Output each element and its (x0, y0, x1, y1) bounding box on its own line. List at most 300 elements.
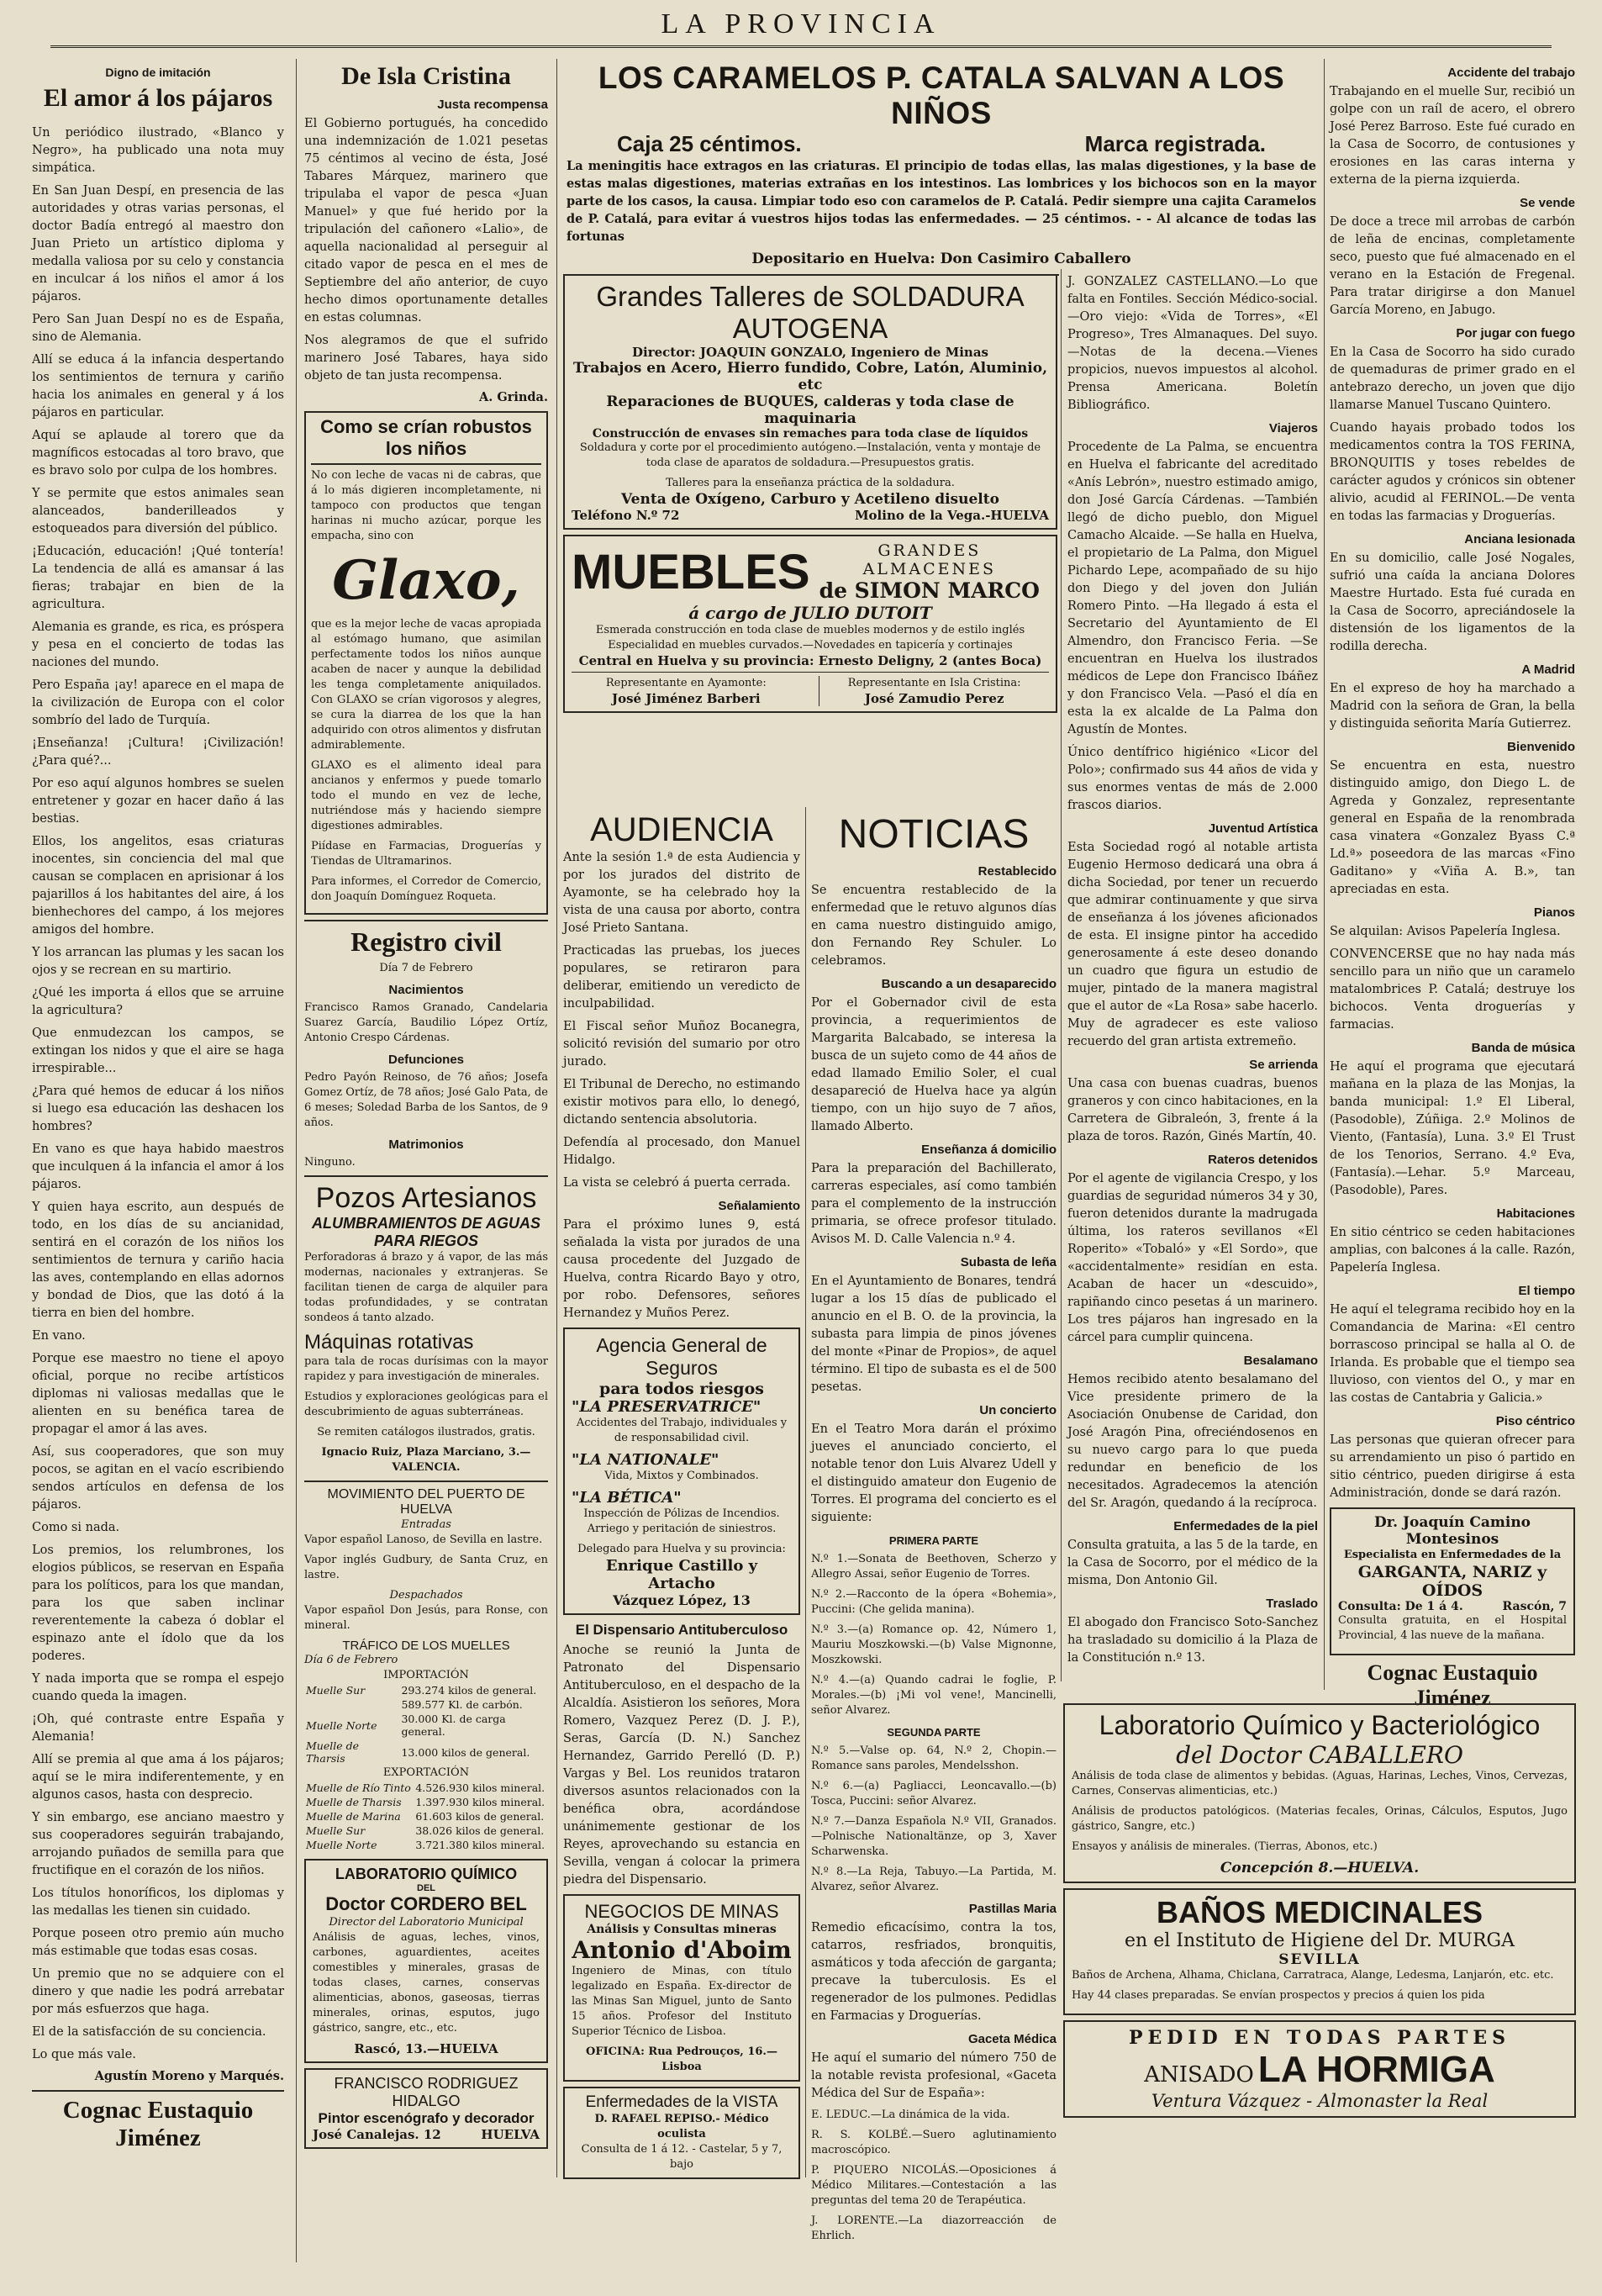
isla-subhead: Justa recompensa (437, 98, 548, 112)
table-row (304, 1739, 548, 1766)
program-item: N.º 5.—Valse op. 64, N.º 2, Chopin.—Romance sans paroles, Mendelsshon. (811, 1744, 1057, 1772)
article-paragraph: Que enmudezcan los campos, se extingan los nidos y que el aire se haga irrespirable... (32, 1027, 284, 1075)
article-paragraph: En vano es que haya habido maestros que inculquen á la infancia el amor á los pájaros. (32, 1143, 284, 1191)
soldadura-contact (572, 508, 1049, 523)
article-paragraph: Ellos, los angelitos, esas criaturas inocentes, sin conciencia del mal que causan se complacen en aprisionar á los pajarillos á los habitantes del aire, á los bienhechores del campo, á los mejores amigos del hombre. (32, 835, 284, 937)
news-head: Bienvenido (1507, 740, 1575, 754)
program-item: N.º 7.—Danza Española N.º VII, Granados.—Polnische Nationaltänze, op 3, Xaver Scharwenska. (811, 1815, 1057, 1858)
news-head: Piso céntrico (1495, 1414, 1575, 1428)
isla-title: De Isla Cristina (341, 62, 511, 90)
hormiga-ad (1063, 2020, 1576, 2118)
table-cell: 4.526.930 kilos mineral. (415, 1781, 545, 1794)
table-row (304, 1781, 548, 1795)
pozos-subtitle: ALUMBRAMIENTOS DE AGUAS PARA RIEGOS (311, 1215, 540, 1249)
dispensario-text: Anoche se reunió la Junta de Patronato del Dispensario Antituberculoso, en el despacho de la Alcaldía. Asistieron los señores, Mora Romero, Vazquez Perez (D. J. P.), Seras, García (D. N.) Sanchez Hernandez, Garrido Perelló (D. P.) Vargas y Bel. Los reunidos trataron diversos asuntos relacionados con la benéfica obra, acordándose unánimemente gestionar de los Reyes, aprovechando su estancia en Sevilla, vengan á colocar la primera piedra del Dispensario. (563, 1644, 800, 1887)
divider (304, 1481, 548, 1482)
muebles-rep-label: Representante en Ayamonte: (605, 677, 767, 689)
caramelos-row (566, 131, 1316, 157)
registro-text: Francisco Ramos Granado, Candelaria Suarez García, Baudilio López Ortíz, Antonio Crespo Cárdenas. (304, 1001, 548, 1044)
caramelos-ad (563, 59, 1320, 269)
soldadura-director: Director: JOAQUIN GONZALO, Ingeniero de Minas (632, 345, 988, 360)
cognac-ad: Cognac Eustaquio Jiménez (1367, 1660, 1538, 1710)
table-cell: Muelle Norte (306, 1718, 377, 1732)
muebles-text: Especialidad en muebles curvados.—Novedades en tapicería y cortinajes (608, 639, 1013, 652)
cordero-lab-ad (304, 1859, 548, 2063)
news-text: El abogado don Francisco Soto-Sanchez ha trasladado su domicilio á la Plaza de la Constitución n.º 13. (1067, 1616, 1318, 1665)
caballero-lab-ad (1063, 1703, 1576, 1883)
news-head: Buscando a un desaparecido (881, 977, 1057, 991)
noticias-title: NOTICIAS (838, 812, 1030, 857)
program-part: PRIMERA PARTE (888, 1534, 979, 1547)
registro-subhead: Nacimientos (388, 983, 464, 997)
soldadura-line: Construcción de envases sin remaches para toda clase de líquidos (592, 427, 1029, 441)
caballero-line: Ensayos y análisis de minerales. (Tierras, Abonos, etc.) (1072, 1840, 1378, 1853)
banos-text: Hay 44 clases preparadas. Se envían prospectos y precios á quien los pida (1072, 1989, 1485, 2002)
divider (304, 920, 548, 921)
trafico-table-import (304, 1683, 548, 1766)
news-text: De doce a trece mil arrobas de carbón de leña de encinas, completamente seco, puesto que fué almacenado en el verano en la Estación de Fregenal. Para tratar dirigirse a don Manuel García Moreno, en Jabugo. (1330, 215, 1575, 317)
soldadura-line: Trabajos en Acero, Hierro fundido, Cobre, Latón, Aluminio, etc (572, 360, 1048, 393)
program-item: N.º 8.—La Reja, Tabuyo.—La Partida, M. Alvarez, señor Alvarez. (811, 1866, 1057, 1893)
pozos-text: Perforadoras á brazo y á vapor, de las más modernas, nacionales y extranjeras. Se facilitan tienen de carga de alquiler para todas profundidades, y se contratan sondeos á tanto alzado. (304, 1251, 548, 1324)
audiencia-paragraph: Ante la sesión 1.ª de esta Audiencia y por los jurados del distrito de Ayamonte, se ha celebrado hoy la vista de una causa por aborto, contra José Prieto Santana. (563, 851, 800, 935)
gaceta-item: E. LEDUC.—La dinámica de la vida. (811, 2109, 1010, 2121)
muebles-sub-line: de SIMON MARCO (819, 578, 1040, 603)
puerto-line: Vapor español Don Jesús, para Ronse, con mineral. (304, 1604, 548, 1632)
news-text: Cuando hayais probado todos los medicamentos contra la TOS FERINA, BRONQUITIS y toses rebeldes de carácter agudos y crónicos sin obtener alivio, acudid al FERINOL.—De venta en todas las farmacias y Droguerías. (1330, 421, 1575, 523)
hormiga-head: PEDID EN TODAS PARTES (1128, 2027, 1511, 2049)
column-5 (1067, 273, 1318, 1686)
news-text: CONVENCERSE que no hay nada más sencillo para un niño que un caramelo matalombrices P. Catalá; destruye los bichocos. Venta droguerías y farmacias. (1330, 947, 1575, 1032)
masthead-rule (50, 45, 1552, 48)
lab-title: DEL (417, 1883, 435, 1893)
caramelos-depositary: Depositario en Huelva: Don Casimiro Caballero (751, 251, 1131, 267)
news-head: Gaceta Médica (967, 2032, 1057, 2046)
news-text: Hemos recibido atento besalamano del Vice presidente primero de la Asociación Onubense de Caridad, don José Aragón Pina, ofreciéndosenos en su nuevo cargo para lo que pueda redundar en beneficio de los necesitados. Agradecemos la atención del Sr. Aragón, quedando á la recíproca. (1067, 1373, 1318, 1510)
news-text: En el expreso de hoy ha marchado a Madrid con la señora de Gran, la bella y distinguida señorita María Gutierrez. (1330, 682, 1575, 731)
table-cell: 3.721.380 kilos mineral. (415, 1839, 545, 1851)
article-paragraph: ¿Para qué hemos de educar á los niños si luego esa educación las deshacen los hombres? (32, 1085, 284, 1133)
article-kicker: Digno de imitación (105, 66, 211, 79)
registro-date: Día 7 de Febrero (379, 962, 473, 974)
vista-title: Enfermedades de la VISTA (585, 2093, 778, 2111)
lab-title: LABORATORIO QUÍMICO (335, 1866, 518, 1882)
news-text: He aquí el programa que ejecutará mañana en la plaza de las Monjas, la banda municipal: 1.º El Liberal, (Pasodoble), Zúñiga. 2.º Molinos de Viento, (Fantasía), Luna. 3.º El Trust de los Tenorios, Serrano. 4.º Eva, (Fantasía).—Lehar. 5.º Marceau, (Pasodoble), Pares. (1330, 1060, 1575, 1197)
puerto-title: MOVIMIENTO DEL PUERTO DE HUELVA (327, 1487, 525, 1517)
news-head: Besalamano (1243, 1354, 1318, 1368)
muebles-rep (572, 676, 801, 706)
table-row (304, 1795, 548, 1809)
news-head: Banda de música (1471, 1041, 1575, 1055)
article-paragraph: Porque ese maestro no tiene el apoyo oficial, porque no recibe artísticos diplomas ni valiosas medallas que le alienten en su benéfica tarea de propagar el amor á las aves. (32, 1352, 284, 1436)
minas-ad (563, 1894, 800, 2082)
registro-title: Registro civil (350, 926, 502, 957)
article-paragraph: Y quien haya escrito, aun después de todo, en los días de su ancianidad, sentirá en el corazón de los niños los sentimientos de ternura y cariño hacia las aves, contemplando en ellas adornos y bondad de Dios, que las dotó á la tierra en bien del hombre. (32, 1201, 284, 1320)
hidalgo-address: José Canalejas. 12 (313, 2127, 441, 2142)
article-paragraph: ¿Qué les importa á ellos que se arruine la agricultura? (32, 986, 284, 1017)
news-text: Para la preparación del Bachillerato, carreras especiales, así como también para el complemento de la instrucción primaria, se ofrece profesor titulado. Avisos M. D. Calle Valencia n.º 4. (811, 1162, 1057, 1246)
lab-address: Rascó, 13.—HUELVA (354, 2041, 498, 2056)
hidalgo-address-row (313, 2127, 540, 2142)
article-paragraph: Un premio que no se adquiere con el dinero y que nadie les podrá arrebatar por más esfuerzos que haga. (32, 1967, 284, 2016)
muebles-text: Esmerada construcción en toda clase de muebles modernos y de estilo inglés (595, 624, 1025, 636)
table-row (304, 1683, 548, 1697)
news-text: Se alquilan: Avisos Papelería Inglesa. (1330, 925, 1561, 938)
table-cell: Muelle de Río Tinto (306, 1781, 411, 1794)
column-6 (1330, 59, 1575, 1710)
puerto-line: Vapor español Lanoso, de Sevilla en lastre. (304, 1533, 543, 1546)
article-paragraph: Y los arrancan las plumas y les sacan los ojos y se recrean en su martirio. (32, 946, 284, 977)
news-text: Consulta gratuita, a las 5 de la tarde, en la Casa de Socorro, por el médico de la misma, Don Antonio Gil. (1067, 1539, 1318, 1587)
glaxo-text: No con leche de vacas ni de cabras, que á lo más digieren incompletamente, ni tampoco con productos que tengan harinas ni mucho azúcar, porque les empacha, sino con (311, 469, 541, 542)
caballero-address: Concepción 8.—HUELVA. (1220, 1860, 1420, 1876)
news-text: En sitio céntrico se ceden habitaciones amplias, con balcones á la calle. Razón, Papelería Inglesa. (1330, 1226, 1575, 1275)
estudios-text: Estudios y exploraciones geológicas para el descubrimiento de aguas subterráneas. (304, 1391, 548, 1418)
glaxo-logo: Glaxo, (332, 549, 520, 612)
table-cell: 1.397.930 kilos mineral. (415, 1796, 545, 1808)
program-part: SEGUNDA PARTE (887, 1726, 981, 1739)
column-1 (32, 59, 284, 2262)
doctor-ad (1330, 1507, 1575, 1655)
seguros-delegate: Enrique Castillo y Artacho (605, 1557, 758, 1592)
column-3 (563, 811, 800, 2173)
glaxo-ad (304, 411, 548, 915)
audiencia-paragraph: La vista se celebró á puerta cerrada. (563, 1176, 791, 1190)
article-paragraph: En San Juan Despí, en presencia de las autoridades y otras varias personas, el doctor Badía entregó al maestro don Juan Prieto un artístico diploma y medalla valiosa por su celo y constancia en inculcar á los niños el amor á los pájaros. (32, 184, 284, 303)
glaxo-text: Para informes, el Corredor de Comercio, don Joaquín Domínguez Roqueta. (311, 875, 541, 903)
seguros-company: "LA PRESERVATRICE" (572, 1398, 761, 1416)
column-5-body (1067, 273, 1318, 1667)
muebles-sub (810, 541, 1049, 603)
banos-text: Baños de Archena, Alhama, Chiclana, Carratraca, Alange, Ledesma, Lanjarón, etc. etc. (1072, 1969, 1554, 1982)
bottom-ads (1063, 1698, 1576, 2270)
article-paragraph: Y se permite que estos animales sean alanceados, banderilleados y estoqueados para diversión del público. (32, 487, 284, 536)
caballero-title: Laboratorio Químico y Bacteriológico (1099, 1710, 1541, 1740)
table-row (304, 1809, 548, 1824)
news-head: Habitaciones (1496, 1206, 1575, 1221)
divider (32, 2090, 284, 2092)
soldadura-address: Molino de la Vega.-HUELVA (854, 508, 1049, 523)
article-paragraph: Allí se educa á la infancia despertando los sentimientos de ternura y cariño hacia los animales en general y á los pájaros en particular. (32, 353, 284, 420)
article-paragraph: Alemania es grande, es rica, es próspera y pesa en el concierto de todas las naciones del mundo. (32, 620, 284, 669)
seguros-delegate-label: Delegado para Huelva y su provincia: (577, 1543, 786, 1555)
trafico-table-export (304, 1781, 548, 1852)
table-row (304, 1838, 548, 1852)
dispensario-head: El Dispensario Antituberculoso (575, 1622, 788, 1638)
muebles-ad (563, 535, 1057, 713)
article-paragraph: Los premios, los relumbrones, los elogios públicos, se reservan en España para los políticos, para los que mandan, para los que saben inclinar reverentemente la cabeza ó doblar el espinazo ante el ídolo que da los poderes. (32, 1544, 284, 1663)
muebles-reps (572, 672, 1049, 706)
column-rule (805, 807, 806, 2177)
table-cell: Muelle de Tharsis (306, 1739, 360, 1765)
article-paragraph: Así, sus cooperadores, que son muy pocos, se agitan en el vacío escribiendo sendos artículos en defensa de los pájaros. (32, 1445, 284, 1512)
hormiga-maker: Ventura Vázquez - Almonaster la Real (1151, 2091, 1489, 2111)
gaceta-item: P. PIQUERO NICOLÁS.—Oposiciones á Médico Militares.—Contestación a las preguntas del tema 20 de Terapéutica. (811, 2164, 1057, 2207)
puerto-subhead: Despachados (389, 1589, 463, 1602)
table-cell: 30.000 Kl. de carga general. (401, 1713, 506, 1738)
noticias-body (811, 864, 1057, 2244)
trafico-date: Día 6 de Febrero (304, 1654, 398, 1666)
news-text: En su domicilio, calle José Nogales, sufrió una caída la anciana Dolores Maestre Hurtado. Esta fué curada en la Casa de Socorro, apreciándosele la distensión de los ligamentos de la rodilla derecha. (1330, 552, 1575, 653)
isla-paragraph: Nos alegramos de que el sufrido marinero José Tabares, haya sido objeto de tan justa recompensa. (304, 334, 548, 383)
news-text: Se encuentra restablecido de la enfermedad que le retuvo algunos días en cama nuestro distinguido amigo, don Fernando Rey Schuler. Lo celebramos. (811, 884, 1057, 968)
audiencia-paragraph: Defendía al procesado, don Manuel Hidalgo. (563, 1136, 800, 1167)
news-text: Por el agente de vigilancia Crespo, y los guardias de seguridad números 34 y 30, fueron detenidos durante la madrugada última, los rateros sevillanos «El Roperito» «Tobaló» y «El Sordo», que «accidentalmente» residían en esta. Acaban de hacer un «descuido», rapiñando cinco pesetas á un marinero. Los tres pájaros han ingresado en la cárcel para cumplir quincena. (1067, 1172, 1318, 1344)
program-item: N.º 4.—(a) Quando cadrai le foglie, P. Morales.—(b) ¡Mi vol vene!, Mancinelli, señor Alvarez. (811, 1674, 1057, 1717)
article-paragraph: Los títulos honoríficos, los diplomas y las medallas les tienen sin cuidado. (32, 1887, 284, 1918)
news-text: He aquí el sumario del número 750 de la notable revista profesional, «Gaceta Médica del Sur de España»: (811, 2051, 1057, 2100)
article-paragraph: Como si nada. (32, 1521, 120, 1534)
audiencia-title: AUDIENCIA (590, 811, 773, 848)
seguros-company-text: Inspección de Pólizas de Incendios. Arriego y peritación de siniestros. (583, 1507, 780, 1535)
audiencia-paragraph: El Fiscal señor Muñoz Bocanegra, solicitó revisión del sumario por otro jurado. (563, 1020, 800, 1069)
soldadura-line: Venta de Oxígeno, Carburo y Acetileno disuelto (621, 491, 999, 508)
table-row (304, 1824, 548, 1838)
news-head: Restablecido (978, 864, 1057, 879)
hidalgo-ad (304, 2068, 548, 2149)
minas-subtitle: Análisis y Consultas mineras (587, 1923, 777, 1936)
audiencia-paragraph: El Tribunal de Derecho, no estimando existir motivos para ello, lo denegó, dictando sentencia absolutoria. (563, 1078, 800, 1127)
article-signature: Agustín Moreno y Marqués. (94, 2069, 284, 2083)
news-head: Subasta de leña (960, 1255, 1057, 1269)
pozos-title: Pozos Artesianos (315, 1182, 537, 1214)
minas-title: NEGOCIOS DE MINAS (584, 1901, 779, 1922)
seguros-company: "LA NATIONALE" (572, 1451, 719, 1469)
program-item: N.º 6.—(a) Pagliacci, Leoncavallo.—(b) Tosca, Puccini: señor Alvarez. (811, 1780, 1057, 1808)
banos-title: BAÑOS MEDICINALES (1156, 1895, 1483, 1929)
minas-text: Ingeniero de Minas, con título legalizado en España. Ex-director de las Minas San Miguel, junto de Santo 15 años. Profesor del Instituto Superior Técnico de Lisboa. (572, 1965, 792, 2038)
caballero-line: Análisis de toda clase de alimentos y bebidas. (Aguas, Harinas, Leches, Vinos, Cervezas, Carnes, Conservas alimenticias, etc.) (1072, 1770, 1568, 1797)
lab-title: Doctor CORDERO BEL (325, 1893, 527, 1914)
news-head: Pianos (1533, 905, 1575, 920)
column-2 (304, 59, 548, 2203)
isla-paragraph: El Gobierno portugués, ha concedido una indemnización de 1.021 pesetas 75 céntimos al vecino de ésta, José Tabares Márquez, marinero que tripulaba el vapor de pesca «Juan Manuel» y que fué herido por la tripulación del cañonero «Lalio», de aquella nacionalidad al perseguir al citado vapor de pesca en el mes de Septiembre del año anterior, de cuyo hecho dimos oportunamente detalles en estas columnas. (304, 117, 548, 325)
glaxo-text: GLAXO es el alimento ideal para ancianos y enfermos y puede tomarlo todo el mundo en vez de leche, nutriéndose más y haciendo siempre digestiones admirables. (311, 759, 541, 832)
doctor-address: Rascón, 7 (1502, 1600, 1567, 1613)
registro-subhead: Matrimonios (388, 1137, 464, 1152)
banos-ad (1063, 1888, 1576, 2015)
minas-name: Antonio d'Aboim (572, 1936, 792, 1964)
table-cell: Muelle Sur (306, 1824, 366, 1837)
senal-head: Señalamiento (718, 1199, 800, 1213)
seguros-ad (563, 1327, 800, 1615)
muebles-rep-label: Representante en Isla Cristina: (847, 677, 1021, 689)
caballero-doctor: del Doctor CABALLERO (1176, 1741, 1463, 1769)
muebles-rep (819, 676, 1049, 706)
article-body (32, 124, 284, 2064)
maquinas-text: para tala de rocas durísimas con la mayor rapidez y para investigación de minerales. (304, 1355, 548, 1383)
muebles-sub-line: GRANDES ALMACENES (862, 541, 996, 578)
maquinas-title: Máquinas rotativas (304, 1331, 474, 1354)
hidalgo-city: HUELVA (481, 2127, 540, 2142)
news-head: Pastillas Maria (968, 1902, 1057, 1916)
article-paragraph: Lo que más vale. (32, 2048, 136, 2061)
hidalgo-name: FRANCISCO RODRIGUEZ HIDALGO (334, 2075, 519, 2109)
news-text: En el Ayuntamiento de Bonares, tendrá lugar a los 15 días de publicado el anuncio en el B. O. de la provincia, la subasta para limpia de pinos jóvenes del monte «Pinar de Propios», de aquel término. El tipo de subasta es el de 500 pesetas. (811, 1275, 1057, 1394)
column-rule (556, 59, 557, 2177)
news-text: He aquí el telegrama recibido hoy en la Comandancia de Marina: «El centro borrascoso principal se halla al O. de Irlanda. Es probable que el tiempo sea lluvioso, con vientos del O., y mar en las costas de Cantabria y Galicia.» (1330, 1303, 1575, 1405)
news-text: Único dentífrico higiénico «Licor del Polo»; confirmado sus 44 años de vida y sus enormes ventas de más de 2.000 frascos diarios. (1067, 746, 1318, 812)
divider (304, 1175, 548, 1177)
program-item: N.º 2.—Racconto de la ópera «Bohemia», Puccini: (Che gelida manina). (811, 1588, 1057, 1616)
table-cell: 589.577 Kl. de carbón. (401, 1698, 523, 1711)
news-text: En la Casa de Socorro ha sido curado de quemaduras de primer grado en el antebrazo derecho, un joven que dijo llamarse Manuel Tuscano Quintero. (1330, 346, 1575, 412)
news-head: Juventud Artística (1208, 821, 1318, 836)
muebles-cargo: á cargo de JULIO DUTOIT (688, 603, 932, 623)
table-cell: Muelle de Marina (306, 1810, 401, 1823)
table-cell: 61.603 kilos de general. (415, 1810, 545, 1823)
column-rule (1324, 59, 1325, 1690)
article-title: El amor á los pájaros (43, 84, 273, 112)
article-paragraph: Aquí se aplaude al torero que da magníficos estocadas al toro bravo, que es bravo solo por culpa de los hombres. (32, 429, 284, 478)
news-head: A Madrid (1521, 662, 1575, 677)
news-head: Se arrienda (1249, 1058, 1318, 1072)
doctor-hours: Consulta: De 1 á 4. (1338, 1600, 1463, 1613)
soldadura-line: Talleres para la enseñanza práctica de la soldadura. (666, 477, 955, 489)
registro-text: Pedro Payón Reinoso, de 76 años; Josefa Gomez Ortíz, de 78 años; José Galo Pata, de 6 meses; Soledad Barba de los Santos, de 9 años. (304, 1071, 548, 1129)
caramelos-price: Caja 25 céntimos. (617, 131, 802, 156)
puerto-subhead: Entradas (401, 1518, 451, 1531)
news-text: Procedente de La Palma, se encuentra en Huelva el fabricante del acreditado «Anís Lebrón», nuestro estimado amigo, don José García Cárdenas. —También llegó de dicho pueblo, don Miguel Camacho Alcaide. —Se halla en Huelva, el propietario de La Palma, don Miguel Pichardo Lepe, acompañado de su hijo don Diego y del joven don Julián Romero Pinto. —Ha llegado á esta el Secretario del Ayuntamiento de El Almendro, don Francisco Feria. —Se encuentran en Huelva los ilustrados médicos de Lepe don Francisco Ibáñez y don Francisco Vela. —Pasó el día en esta la ex alcalde de La Palma don Agustín de Montes. (1067, 441, 1318, 736)
news-text: Por el Gobernador civil de esta provincia, a requerimientos de Margarita Balcabado, se interesa la busca de un sujeto como de 44 años de edad llamado Emilio Soler, el cual desapareció de Huelva hace ya algún tiempo, con un hijo suyo de 7 años, llamado Alberto. (811, 996, 1057, 1133)
audiencia-paragraph: Practicadas las pruebas, los jueces populares, se retiraron para deliberar, emitiendo un veredicto de inculpabilidad. (563, 944, 800, 1011)
column-4 (811, 811, 1057, 2242)
news-head: Viajeros (1268, 421, 1318, 435)
hormiga-name: LA HORMIGA (1257, 2049, 1495, 2090)
news-head: Por jugar con fuego (1456, 326, 1575, 340)
news-head: El tiempo (1518, 1284, 1575, 1298)
news-head: Enseñanza á domicilio (921, 1143, 1057, 1157)
vista-ad (563, 2087, 800, 2179)
table-cell: 13.000 kilos de general. (401, 1745, 530, 1759)
muebles-title: MUEBLES (572, 545, 810, 599)
table-row (304, 1697, 548, 1712)
isla-signature: A. Grinda. (478, 390, 548, 404)
ruiz-address: Ignacio Ruiz, Plaza Marciano, 3.—VALENCIA. (321, 1446, 531, 1474)
muebles-header (572, 541, 1049, 603)
seguros-title: Agencia General de Seguros (596, 1334, 767, 1379)
news-head: Enfermedades de la piel (1173, 1519, 1318, 1533)
article-paragraph: Por eso aquí algunos hombres se suelen entretener y gozar en hacer daño á las bestias. (32, 777, 284, 826)
news-text: En el Teatro Mora darán el próximo jueves el anunciado concierto, el notable tenor don Luis Alvarez Udell y el distinguido amateur don Eugenio de Torres. El programa del concierto es el siguiente: (811, 1422, 1057, 1524)
news-text: Se encuentra en esta, nuestro distinguido amigo, don Diego L. de Agreda y Gonzalez, representante general en España de la renombrada casa vinatera «Gonzalez Byass C.ª Ld.ª» poseedora de las marcas «Fino Gaditano» y «Viña A. B.», tan apreciadas en esta. (1330, 759, 1575, 896)
minas-address: OFICINA: Rua Pedrouços, 16.—Lisboa (586, 2045, 777, 2073)
article-paragraph: ¡Oh, qué contraste entre España y Alemania! (32, 1713, 284, 1744)
trafico-subhead: IMPORTACIÓN (383, 1669, 469, 1681)
news-head: Traslado (1266, 1597, 1318, 1611)
caramelos-mark: Marca registrada. (1084, 131, 1266, 156)
doctor-spec: Especialista en Enfermedades de la (1343, 1549, 1562, 1561)
caramelos-title: LOS CARAMELOS P. CATALA SALVAN A LOS NIÑOS (598, 61, 1285, 130)
article-paragraph: Pero España ¡ay! aparece en el mapa de la civilización de Europa con el color sombrío del lado de Turquía. (32, 678, 284, 727)
article-paragraph: Y sin embargo, ese anciano maestro y sus cooperadores seguirán trabajando, arrojando puñados de semilla para que fructifique en el corazón de los niños. (32, 1811, 284, 1877)
newspaper-title: LA PROVINCIA (661, 8, 941, 40)
article-paragraph: Y nada importa que se rompa el espejo cuando queda la imagen. (32, 1672, 284, 1703)
puerto-line: Vapor inglés Gudbury, de Santa Cruz, en lastre. (304, 1554, 548, 1581)
banos-subtitle: en el Instituto de Higiene del Dr. MURGA (1125, 1930, 1515, 1951)
soldadura-ad (563, 274, 1057, 530)
lab-subtitle: Director del Laboratorio Municipal (329, 1916, 524, 1929)
trafico-title: TRÁFICO DE LOS MUELLES (342, 1639, 510, 1653)
news-text: Remedio eficacísimo, contra la tos, catarros, resfriados, bronquitis, asmáticos y toda afección de garganta; precave la tuberculosis. Es el regenerador de los pulmones. Pedidlas en Farmacias y Droguerías. (811, 1921, 1057, 2023)
glaxo-headline: Como se crían robustos los niños (311, 416, 541, 465)
caramelos-text: La meningitis hace extragos en las criaturas. El principio de todas ellas, las malas digestiones, y la base de estas malas digestiones, materias extrañas en los intestinos. Las lombrices y los bichocos son en la mayor parte de los casos, la causa. Limpiar todo eso con caramelos de P. Catalá. Pedir siempre una cajita Caramelos de P. Catalá, para evitar á vuestros hijos todas las enfermedades. — 25 céntimos. - - Al alcance de todas las fortunas (566, 159, 1316, 244)
article-paragraph: Pero San Juan Despí no es de España, sino de Alemania. (32, 313, 284, 344)
cognac-ad: Cognac Eustaquio Jiménez (62, 2097, 254, 2151)
muebles-rep-name: José Jiménez Barberi (611, 691, 761, 706)
doctor-name: Dr. Joaquín Camino Montesinos (1373, 1514, 1531, 1548)
catalogos-text: Se remiten catálogos ilustrados, gratis. (317, 1426, 535, 1438)
article-paragraph: Un periódico ilustrado, «Blanco y Negro», ha publicado una nota muy simpática. (32, 126, 284, 175)
news-text: Una casa con buenas cuadras, buenos graneros y con cinco habitaciones, en la Carretera de Gibraleón, 3, frente á la plaza de toros. Razón, Ginés Martín, 40. (1067, 1077, 1318, 1143)
program-item: N.º 1.—Sonata de Beethoven, Scherzo y Allegro Assai, señor Eugenio de Torres. (811, 1553, 1057, 1581)
news-text: Trabajando en el muelle Sur, recibió un golpe con un raíl de acero, el obrero José Perez Barroso. Este fué curado en la Casa de Socorro, de contusiones y erosiones en las caras interna y externa de la pierna izquierda. (1330, 85, 1575, 187)
seguros-company-text: Vida, Mixtos y Combinados. (604, 1470, 759, 1482)
table-cell: 38.026 kilos de general. (415, 1824, 545, 1837)
seguros-subtitle: para todos riesgos (599, 1380, 764, 1398)
glaxo-text: que es la mejor leche de vacas apropiada al estómago humano, que asimilan perfectamente todos los niños aunque acaben de nacer y aunque la debilidad les tenga completamente aniquilados. Con GLAXO se crían vigorosos y alegres, se cura la diarrea de los que la han adquirido con otros alimentos y disfrutan admirablemente. (311, 618, 541, 752)
gaceta-item: J. LORENTE.—La diazorreacción de Ehrlich. (811, 2214, 1057, 2242)
doctor-row (1338, 1600, 1567, 1613)
hormiga-brand (1072, 2049, 1568, 2091)
news-text: Esta Sociedad rogó al notable artista Eugenio Hermoso dedicará una obra á dicha Sociedad, por tener un recuerdo que admirar continuamente y que sirva de enseñanza á los jóvenes aficionados de esta. El insigne pintor ha accedido generosamente á este deseo donando un cuadro que figura un estudio de mujer, pintado de la manera magistral que el autor de «La Rosa» sabe hacerlo. Muy de agradecer es este valioso recuerdo del gran artista extremeño. (1067, 841, 1318, 1048)
doctor-spec2: GARGANTA, NARIZ y OÍDOS (1357, 1563, 1547, 1600)
soldadura-line: Soldadura y corte por el procedimiento autógeno.—Instalación, venta y montaje de toda clase de aparatos de soldadura.—Presupuestos gratis. (579, 441, 1041, 469)
article-paragraph: ¡Educación, educación! ¡Qué tontería! La tendencia de allá es amansar á las fieras; trabajar en bien de la agricultura. (32, 545, 284, 611)
vista-doctor: D. RAFAEL REPISO.- Médico oculista (594, 2113, 769, 2140)
middle-ads-area (563, 269, 1057, 807)
news-text: Las personas que quieran ofrecer para su arrendamiento un piso ó partido en sitio céntrico, pueden dirigirse á esta Administración, donde se dará razón. (1330, 1433, 1575, 1500)
hormiga-prefix: ANISADO (1144, 2062, 1254, 2088)
seguros-address: Vázquez López, 13 (613, 1592, 751, 1608)
news-head: Rateros detenidos (1208, 1153, 1318, 1167)
gaceta-item: R. S. KOLBÉ.—Suero aglutinamiento macroscópico. (811, 2129, 1057, 2156)
soldadura-line: Reparaciones de BUQUES, calderas y toda clase de maquinaria (606, 393, 1014, 427)
table-cell (304, 1697, 399, 1712)
table-cell: Muelle de Tharsis (306, 1796, 402, 1808)
seguros-company-text: Accidentes del Trabajo, individuales y de responsabilidad civil. (576, 1417, 788, 1444)
glaxo-text: Piídase en Farmacias, Droguerías y Tiendas de Ultramarinos. (311, 840, 541, 868)
news-head: Un concierto (979, 1403, 1057, 1417)
table-row (304, 1712, 548, 1739)
news-head: Se vende (1520, 196, 1575, 210)
lab-text: Análisis de aguas, leches, vinos, carbones, aguardientes, aceites comestibles y minerales, grasas de todas clases, carnes, conservas alimenticias, abonos, gaseosas, tierras minerales, orinas, esputos, jugo gástrico, sangre, etc., etc. (313, 1931, 540, 2035)
news-head: Accidente del trabajo (1447, 66, 1575, 80)
soldadura-title: Grandes Talleres de SOLDADURA AUTOGENA (596, 281, 1025, 344)
table-cell: 293.274 kilos de general. (401, 1684, 537, 1697)
article-paragraph: El de la satisfacción de su conciencia. (32, 2025, 266, 2039)
news-text: J. GONZALEZ CASTELLANO.—Lo que falta en Fontiles. Sección Médico-social.—Oro viejo: «Vida de Torres», «El Progreso», Tres Almanaques. Del suyo.—Notas de la decena.—Vienes propicios, nuevos impuestos al alcohol. Prensa Americana. Boletín Bibliográfico. (1067, 275, 1318, 412)
masthead (0, 0, 1602, 59)
table-cell: Muelle Norte (306, 1839, 377, 1851)
trafico-subhead: EXPORTACIÓN (382, 1766, 470, 1779)
audiencia-body (563, 849, 800, 1192)
muebles-rep-name: José Zamudio Perez (864, 691, 1004, 706)
banos-city: SEVILLA (1278, 1951, 1361, 1968)
registro-text: Ninguno. (304, 1156, 356, 1169)
column-6-body (1330, 66, 1575, 1502)
muebles-central: Central en Huelva y su provincia: Ernesto Deligny, 2 (antes Boca) (578, 653, 1042, 668)
table-cell: Muelle Sur (306, 1684, 366, 1697)
registro-subhead: Defunciones (387, 1053, 464, 1067)
program-item: N.º 3.—(a) Romance op. 42, Número 1, Mauriu Moszkowski.—(b) Valse Mignonne, Moszkowski. (811, 1623, 1057, 1666)
vista-address: Consulta de 1 á 12. - Castelar, 5 y 7, bajo (581, 2143, 783, 2171)
article-paragraph: Porque poseen otro premio aún mucho más estimable que todas esas cosas. (32, 1927, 284, 1958)
doctor-free: Consulta gratuita, en el Hospital Provincial, 4 las nueve de la mañana. (1338, 1614, 1567, 1642)
column-rule (296, 59, 297, 2262)
article-paragraph: ¡Enseñanza! ¡Cultura! ¡Civilización! ¿Para qué?... (32, 736, 284, 768)
news-head: Anciana lesionada (1464, 532, 1575, 546)
